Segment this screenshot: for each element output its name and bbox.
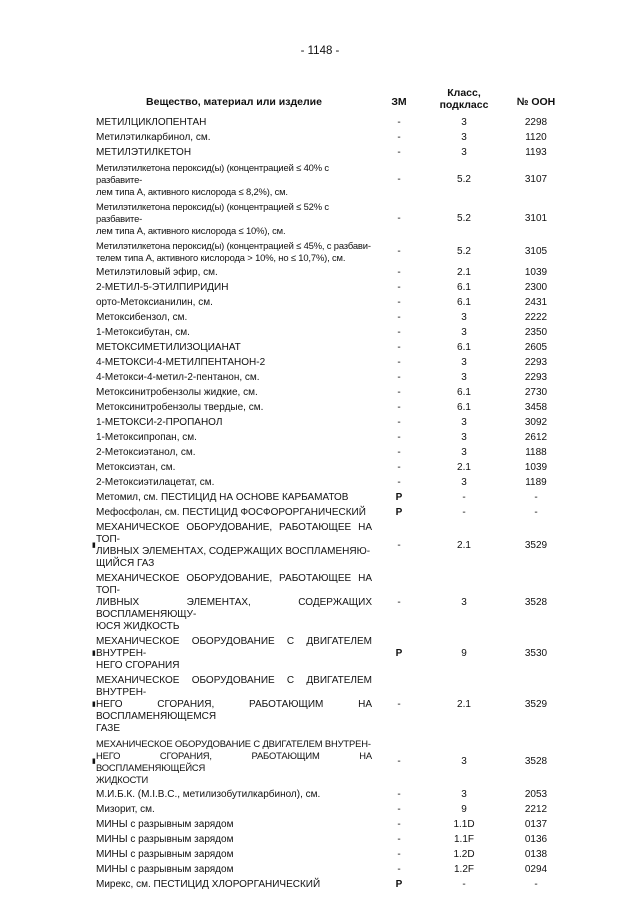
class-cell: 2.1: [457, 699, 471, 710]
class-cell: -: [462, 492, 466, 503]
substance-name: Метоксибензол, см.: [96, 312, 188, 323]
un-number-cell: 0136: [524, 834, 548, 845]
un-number-cell: 2431: [524, 297, 548, 308]
class-cell: 1.1D: [453, 819, 475, 830]
table-row: [96, 145, 570, 160]
marine-pollutant-cell: -: [397, 246, 401, 257]
marine-pollutant-cell: -: [397, 756, 401, 767]
table-row: [96, 430, 570, 445]
substance-name: 2-МЕТИЛ-5-ЭТИЛПИРИДИН: [96, 282, 229, 293]
table-row: [96, 490, 570, 505]
class-cell: 3: [461, 117, 467, 128]
substance-name: МИНЫ с разрывным зарядом: [96, 834, 234, 845]
marine-pollutant-cell: Р: [395, 879, 403, 890]
substance-name: МЕТИЛЦИКЛОПЕНТАН: [96, 117, 207, 128]
table-row: [92, 634, 570, 673]
un-number-cell: 2298: [524, 117, 548, 128]
substance-name: Метилэтилкетона пероксид(ы) (концентрацией ≤ 45%, с разбави- телем типа A, активного кислорода > 10%, но ≤ 10,7%), см.: [96, 240, 371, 263]
un-number-cell: 2222: [524, 312, 548, 323]
header-substance: Вещество, материал или изделие: [146, 96, 322, 108]
marine-pollutant-cell: -: [397, 804, 401, 815]
header-marine-pollutant: ЗМ: [391, 96, 407, 108]
table-row: [92, 673, 570, 736]
class-cell: 6.1: [457, 342, 471, 353]
substance-name: МИНЫ с разрывным зарядом: [96, 819, 234, 830]
class-cell: 3: [461, 432, 467, 443]
marine-pollutant-cell: Р: [395, 507, 403, 518]
un-number-cell: 2053: [524, 789, 548, 800]
un-number-cell: 3528: [524, 756, 548, 767]
table-row: [96, 295, 570, 310]
change-marker: ▮: [92, 650, 96, 657]
marine-pollutant-cell: -: [397, 372, 401, 383]
marine-pollutant-cell: -: [397, 117, 401, 128]
substance-name: Метомил, см. ПЕСТИЦИД НА ОСНОВЕ КАРБАМАТОВ: [96, 492, 349, 503]
substance-name: Метоксинитробензолы твердые, см.: [96, 402, 264, 413]
marine-pollutant-cell: -: [397, 297, 401, 308]
marine-pollutant-cell: -: [397, 432, 401, 443]
un-number-cell: 1120: [525, 132, 547, 143]
un-number-cell: 0138: [524, 849, 548, 860]
class-cell: -: [462, 879, 466, 890]
un-number-cell: 2730: [524, 387, 548, 398]
class-cell: 1.2D: [453, 849, 475, 860]
un-number-cell: 2293: [524, 357, 548, 368]
table-row: [96, 355, 570, 370]
substance-name: 1-Метоксипропан, см.: [96, 432, 197, 443]
marine-pollutant-cell: -: [397, 864, 401, 875]
table-row: [96, 460, 570, 475]
marine-pollutant-cell: -: [397, 174, 401, 185]
table-row: [96, 160, 570, 199]
marine-pollutant-cell: -: [397, 597, 401, 608]
marine-pollutant-cell: -: [397, 327, 401, 338]
table-header: [96, 87, 570, 115]
substance-name: Мизорит, см.: [96, 804, 155, 815]
un-number-cell: 2212: [524, 804, 548, 815]
class-cell: 3: [461, 132, 467, 143]
substance-name: 2-Метоксиэтанол, см.: [96, 447, 196, 458]
substance-name: Метоксиэтан, см.: [96, 462, 176, 473]
table-row: [96, 505, 570, 520]
substance-name: МЕТИЛЭТИЛКЕТОН: [96, 147, 192, 158]
class-cell: 6.1: [457, 387, 471, 398]
table-row: [96, 340, 570, 355]
table-row: [96, 265, 570, 280]
marine-pollutant-cell: -: [397, 312, 401, 323]
substance-name: МЕХАНИЧЕСКОЕ ОБОРУДОВАНИЕ С ДВИГАТЕЛЕМ ВНУТРЕН- НЕГО СГОРАНИЯ, РАБОТАЮЩИМ НА ВОСПЛАМЕНЯЮЩЕЙСЯ ЖИДКОСТИ: [96, 738, 372, 785]
table-row: [96, 832, 570, 847]
marine-pollutant-cell: -: [397, 447, 401, 458]
un-number-cell: 1039: [524, 267, 548, 278]
un-number-cell: -: [534, 507, 538, 518]
un-number-cell: 3458: [524, 402, 548, 413]
marine-pollutant-cell: -: [397, 789, 401, 800]
table-row: [96, 310, 570, 325]
un-number-cell: 1188: [525, 447, 547, 458]
table-row: [96, 787, 570, 802]
un-number-cell: -: [534, 879, 538, 890]
un-number-cell: 3101: [524, 213, 548, 224]
marine-pollutant-cell: -: [397, 342, 401, 353]
marine-pollutant-cell: -: [397, 402, 401, 413]
class-cell: 3: [461, 789, 467, 800]
marine-pollutant-cell: -: [397, 147, 401, 158]
class-cell: 3: [461, 417, 467, 428]
class-cell: 5.2: [457, 213, 471, 224]
substance-name: Мирекс, см. ПЕСТИЦИД ХЛОРОРГАНИЧЕСКИЙ: [96, 879, 321, 890]
substance-name: МЕТОКСИМЕТИЛИЗОЦИАНАТ: [96, 342, 241, 353]
table-row: [96, 571, 570, 634]
marine-pollutant-cell: -: [397, 357, 401, 368]
un-number-cell: 1189: [525, 477, 547, 488]
table-row: [96, 370, 570, 385]
class-cell: 3: [461, 357, 467, 368]
class-cell: 3: [461, 597, 467, 608]
un-number-cell: 3529: [524, 699, 548, 710]
substance-name: МЕХАНИЧЕСКОЕ ОБОРУДОВАНИЕ С ДВИГАТЕЛЕМ ВНУТРЕН- НЕГО СГОРАНИЯ: [96, 636, 372, 671]
class-cell: 6.1: [457, 297, 471, 308]
table-row: [96, 400, 570, 415]
un-number-cell: 3107: [524, 174, 548, 185]
substance-name: МЕХАНИЧЕСКОЕ ОБОРУДОВАНИЕ, РАБОТАЮЩЕЕ НА ТОП- ЛИВНЫХ ЭЛЕМЕНТАХ, СОДЕРЖАЩИХ ВОСПЛАМЕНЯЮЩУ- ЮСЯ ЖИДКОСТЬ: [96, 573, 372, 632]
marine-pollutant-cell: Р: [395, 648, 403, 659]
marine-pollutant-cell: -: [397, 540, 401, 551]
change-marker: ▮: [92, 701, 96, 708]
class-cell: 3: [461, 756, 467, 767]
marine-pollutant-cell: -: [397, 387, 401, 398]
table-row: [92, 520, 570, 571]
marine-pollutant-cell: -: [397, 417, 401, 428]
substance-name: М.И.Б.К. (M.I.B.C., метилизобутилкарбинол), см.: [96, 789, 321, 800]
substance-name: МИНЫ с разрывным зарядом: [96, 864, 234, 875]
marine-pollutant-cell: -: [397, 213, 401, 224]
table-row: [96, 817, 570, 832]
header-un-number: № ООН: [516, 96, 556, 108]
substance-name: Метилэтилкетона пероксид(ы) (концентрацией ≤ 40% с разбавите- лем типа A, активного кислорода ≤ 8,2%), см.: [96, 162, 329, 197]
marine-pollutant-cell: -: [397, 819, 401, 830]
table-row: [96, 862, 570, 877]
un-number-cell: 3092: [524, 417, 548, 428]
class-cell: 3: [461, 372, 467, 383]
substance-name: МЕХАНИЧЕСКОЕ ОБОРУДОВАНИЕ С ДВИГАТЕЛЕМ ВНУТРЕН- НЕГО СГОРАНИЯ, РАБОТАЮЩИМ НА ВОСПЛАМЕНЯЮЩЕМСЯ ГАЗЕ: [96, 675, 372, 734]
table-row: [96, 385, 570, 400]
marine-pollutant-cell: -: [397, 267, 401, 278]
substance-name: 1-Метоксибутан, см.: [96, 327, 190, 338]
un-number-cell: 0294: [524, 864, 548, 875]
marine-pollutant-cell: -: [397, 132, 401, 143]
substance-table: [92, 115, 570, 892]
class-cell: 3: [461, 327, 467, 338]
class-cell: 2.1: [457, 540, 471, 551]
substance-name: 2-Метоксиэтилацетат, см.: [96, 477, 215, 488]
un-number-cell: 2612: [524, 432, 548, 443]
header-class: Класс, подкласс: [439, 87, 489, 111]
substance-name: орто-Метоксианилин, см.: [96, 297, 213, 308]
class-cell: 5.2: [457, 174, 471, 185]
table-row: [96, 445, 570, 460]
class-cell: 1.2F: [453, 864, 474, 875]
table-row: [92, 736, 570, 787]
change-marker: ▮: [92, 542, 96, 549]
class-cell: 3: [461, 147, 467, 158]
table-row: [96, 877, 570, 892]
substance-name: Метоксинитробензолы жидкие, см.: [96, 387, 258, 398]
substance-name: 4-Метокси-4-метил-2-пентанон, см.: [96, 372, 260, 383]
table-row: [96, 847, 570, 862]
class-cell: -: [462, 507, 466, 518]
substance-name: МИНЫ с разрывным зарядом: [96, 849, 234, 860]
un-number-cell: 1193: [525, 147, 547, 158]
substance-name: МЕХАНИЧЕСКОЕ ОБОРУДОВАНИЕ, РАБОТАЮЩЕЕ НА ТОП- ЛИВНЫХ ЭЛЕМЕНТАХ, СОДЕРЖАЩИХ ВОСПЛАМЕНЯЮ- ЩИЙСЯ ГАЗ: [96, 522, 372, 569]
un-number-cell: 3528: [524, 597, 548, 608]
table-row: [96, 475, 570, 490]
change-marker: ▮: [92, 758, 96, 765]
table-row: [96, 115, 570, 130]
page-number: - 1148 -: [300, 45, 340, 57]
un-number-cell: 2300: [524, 282, 548, 293]
marine-pollutant-cell: Р: [395, 492, 403, 503]
class-cell: 3: [461, 447, 467, 458]
marine-pollutant-cell: -: [397, 477, 401, 488]
marine-pollutant-cell: -: [397, 849, 401, 860]
table-row: [96, 415, 570, 430]
class-cell: 6.1: [457, 282, 471, 293]
un-number-cell: 1039: [524, 462, 548, 473]
marine-pollutant-cell: -: [397, 462, 401, 473]
substance-name: Метилэтилкарбинол, см.: [96, 132, 211, 143]
table-row: [96, 130, 570, 145]
class-cell: 3: [461, 312, 467, 323]
marine-pollutant-cell: -: [397, 282, 401, 293]
table-row: [96, 238, 570, 265]
marine-pollutant-cell: -: [397, 699, 401, 710]
un-number-cell: 3105: [524, 246, 548, 257]
un-number-cell: 2350: [524, 327, 548, 338]
table-row: [96, 199, 570, 238]
class-cell: 1.1F: [453, 834, 474, 845]
un-number-cell: 2605: [524, 342, 548, 353]
un-number-cell: 0137: [524, 819, 548, 830]
table-row: [96, 325, 570, 340]
substance-name: 4-МЕТОКСИ-4-МЕТИЛПЕНТАНОН-2: [96, 357, 266, 368]
substance-name: Мефосфолан, см. ПЕСТИЦИД ФОСФОРОРГАНИЧЕСКИЙ: [96, 507, 366, 518]
marine-pollutant-cell: -: [397, 834, 401, 845]
un-number-cell: 2293: [524, 372, 548, 383]
un-number-cell: -: [534, 492, 538, 503]
table-row: [96, 280, 570, 295]
substance-name: Метилэтиловый эфир, см.: [96, 267, 218, 278]
table-row: [96, 802, 570, 817]
substance-name: 1-МЕТОКСИ-2-ПРОПАНОЛ: [96, 417, 223, 428]
substance-name: Метилэтилкетона пероксид(ы) (концентрацией ≤ 52% с разбавите- лем типа A, активного кислорода ≤ 10%), см.: [96, 201, 329, 236]
class-cell: 9: [461, 804, 467, 815]
class-cell: 6.1: [457, 402, 471, 413]
class-cell: 5.2: [457, 246, 471, 257]
class-cell: 3: [461, 477, 467, 488]
class-cell: 2.1: [457, 462, 471, 473]
class-cell: 2.1: [457, 267, 471, 278]
un-number-cell: 3530: [524, 648, 548, 659]
un-number-cell: 3529: [524, 540, 548, 551]
class-cell: 9: [461, 648, 467, 659]
